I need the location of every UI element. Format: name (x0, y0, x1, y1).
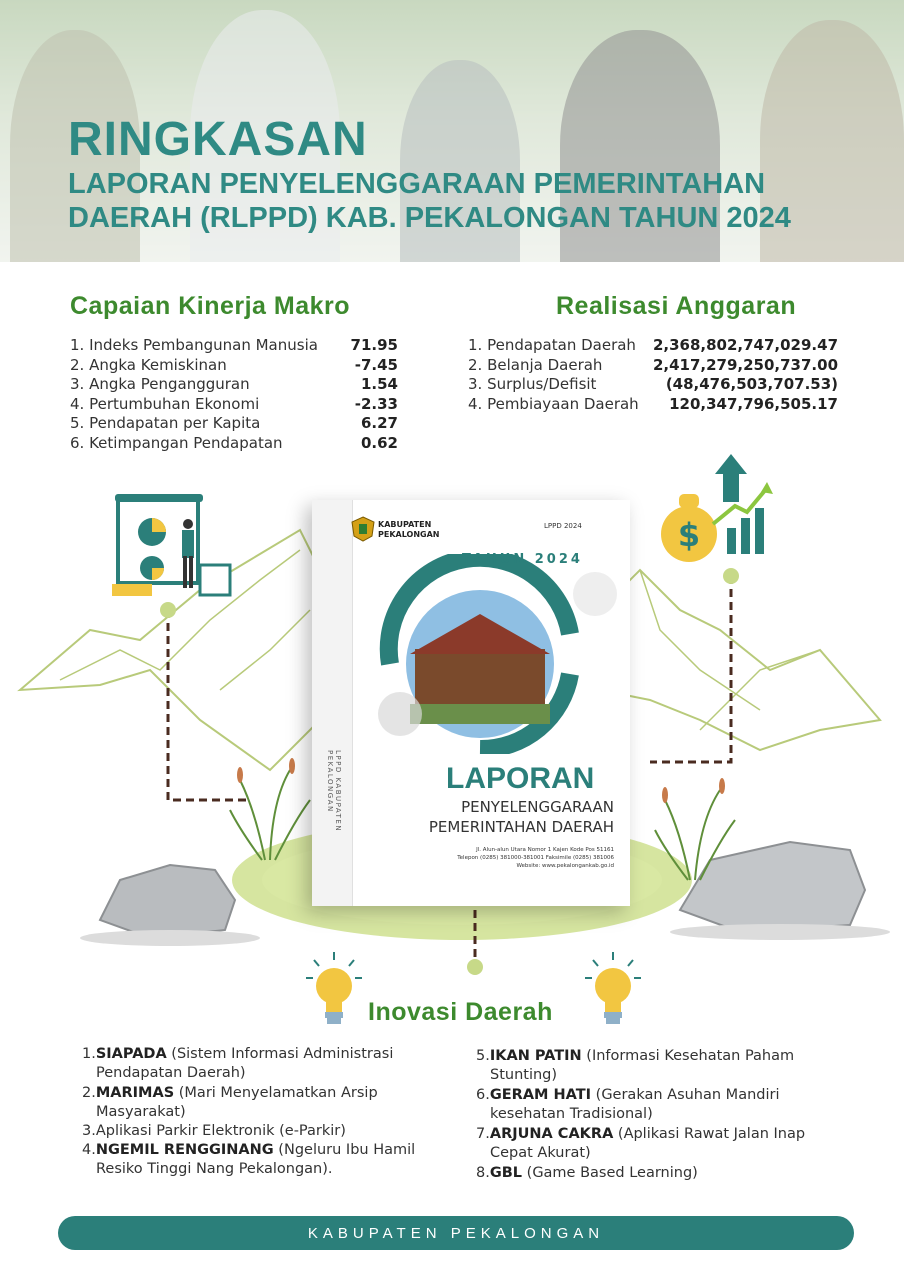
inovasi-item: 4.NGEMIL RENGGINANG (Ngeluru Ibu Hamil Resiko Tinggi Nang Pekalongan). (82, 1142, 416, 1177)
book-website: Website: www.pekalongankab.go.id (516, 863, 614, 869)
inovasi-item: 7.ARJUNA CAKRA (Aplikasi Rawat Jalan Inap Cepat Akurat) (476, 1126, 806, 1161)
book-spine (312, 500, 353, 906)
inovasi-item: 5.IKAN PATIN (Informasi Kesehatan Paham Stunting) (476, 1048, 795, 1083)
book-cover-art (370, 554, 620, 754)
lightbulb-icon (304, 950, 364, 1030)
book-phone: Telepon (0285) 381000-381001 Faksimile (0285) 381006 (457, 855, 614, 861)
capaian-value: -7.45 (354, 355, 398, 374)
anggaran-value: 120,347,796,505.17 (669, 394, 838, 413)
anggaran-value: (48,476,503,707.53) (665, 375, 838, 393)
inovasi-name: GBL (489, 1165, 523, 1181)
anggaran-label: 1. Pendapatan Daerah (468, 336, 636, 354)
book-address: Jl. Alun-alun Utara Nomor 1 Kajen Kode Pos 51161 (476, 847, 614, 853)
footer-banner (58, 1216, 854, 1250)
book-tahun-label: TAHUN 2024 (462, 552, 583, 567)
inovasi-heading: Inovasi Daerah (368, 998, 553, 1026)
capaian-value: 6.27 (360, 414, 398, 432)
page-subtitle-line2: DAERAH (RLPPD) KAB. PEKALONGAN TAHUN 2024 (68, 202, 791, 234)
footer-text: KABUPATEN PEKALONGAN (307, 1224, 605, 1242)
book-title: LAPORAN (446, 762, 595, 795)
capaian-value: 1.54 (360, 375, 398, 393)
spine-text: LPPD KABUPATEN PEKALONGAN (326, 750, 342, 833)
lightbulb-icon (583, 950, 643, 1030)
inovasi-name: SIAPADA (95, 1046, 167, 1062)
capaian-label: 5. Pendapatan per Kapita (70, 414, 261, 432)
inovasi-name: NGEMIL RENGGINANG (95, 1142, 274, 1158)
inovasi-name: IKAN PATIN (489, 1048, 582, 1064)
anggaran-heading: Realisasi Anggaran (556, 292, 797, 320)
page-subtitle-line1: LAPORAN PENYELENGGARAAN PEMERINTAHAN (68, 168, 766, 200)
capaian-label: 1. Indeks Pembangunan Manusia (70, 336, 318, 354)
inovasi-name: GERAM HATI (489, 1087, 592, 1103)
capaian-label: 4. Pertumbuhan Ekonomi (70, 394, 260, 413)
book-subtitle2: PEMERINTAHAN DAERAH (428, 818, 614, 836)
inovasi-item: 2.MARIMAS (Mari Menyelamatkan Arsip Masyarakat) (82, 1085, 378, 1120)
page-title: RINGKASAN (68, 113, 368, 166)
inovasi-name: ARJUNA CAKRA (489, 1126, 614, 1142)
inovasi-item: 8.GBL (Game Based Learning) (476, 1165, 698, 1181)
anggaran-label: 3. Surplus/Defisit (468, 375, 597, 393)
book-code: LPPD 2024 (544, 522, 582, 530)
capaian-value: -2.33 (354, 394, 398, 413)
capaian-heading: Capaian Kinerja Makro (70, 292, 351, 320)
capaian-label: 2. Angka Kemiskinan (70, 355, 227, 374)
inovasi-item: 1.SIAPADA (Sistem Informasi Administrasi Pendapatan Daerah) (82, 1046, 394, 1081)
book-org-line1: KABUPATEN (378, 520, 432, 529)
book-org-line2: PEKALONGAN (378, 530, 440, 539)
pekalongan-emblem-icon (350, 516, 376, 542)
report-book-cover (312, 500, 630, 906)
book-subtitle1: PENYELENGGARAAN (461, 798, 614, 816)
inovasi-item: 3.Aplikasi Parkir Elektronik (e-Parkir) (82, 1123, 346, 1139)
anggaran-label: 2. Belanja Daerah (468, 355, 603, 374)
anggaran-label: 4. Pembiayaan Daerah (468, 394, 639, 413)
anggaran-value: 2,417,279,250,737.00 (652, 355, 838, 374)
capaian-label: 6. Ketimpangan Pendapatan (70, 433, 283, 452)
capaian-value: 0.62 (360, 433, 398, 452)
svg-text:$: $ (677, 516, 701, 554)
capaian-value: 71.95 (350, 336, 398, 354)
money-growth-icon (655, 452, 775, 567)
inovasi-name: MARIMAS (95, 1085, 175, 1101)
capaian-label: 3. Angka Pengangguran (70, 375, 250, 393)
inovasi-item: 6.GERAM HATI (Gerakan Asuhan Mandiri kesehatan Tradisional) (476, 1087, 780, 1122)
presentation-chart-icon (110, 490, 235, 600)
anggaran-value: 2,368,802,747,029.47 (652, 336, 838, 354)
